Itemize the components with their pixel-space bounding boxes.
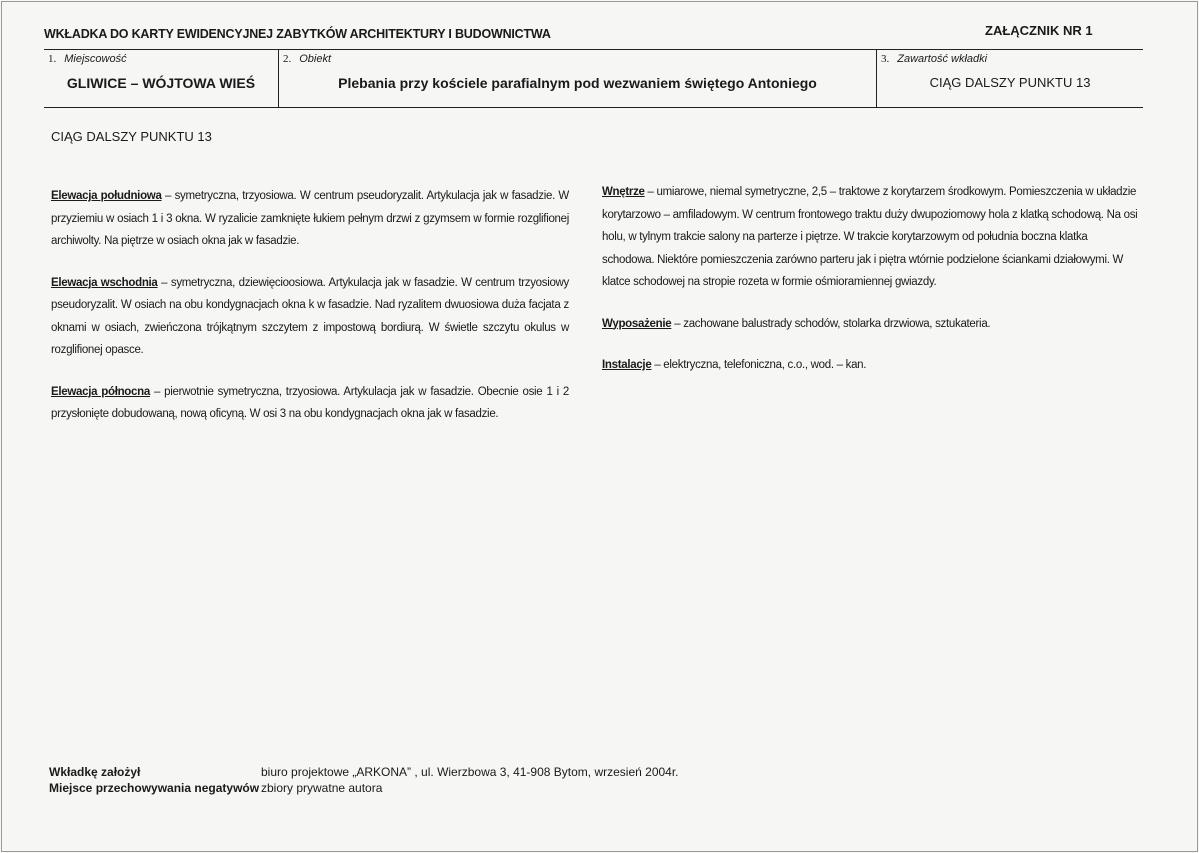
east-elevation-paragraph	[51, 272, 569, 362]
section-term: Elewacja wschodnia	[51, 276, 158, 289]
section-text: – umiarowe, niemal symetryczne, 2,5 – traktowe z korytarzem środkowym. Pomieszczenia w układzie korytarzowo – amfiladowym. W centrum frontowego traktu duży dwupoziomowy hola z klatką schodową. Na osi holu, w tylnym trakcie salony na parterze i piętrze. W trakcie korytarzowym od południa boczna klatka schodowa. Niektóre pomieszczenia zarówno parteru jak i piętra wtórnie podzielone ściankami działowymi. W klatce schodowej na stropie rozeta w formie ośmioramiennej gwiazdy.	[602, 186, 1138, 288]
south-elevation-paragraph	[51, 185, 569, 253]
section-text: – symetryczna, dziewięcioosiowa. Artykulacja jak w fasadzie. W centrum trzyosiowy pseudoryzalit. W osiach na obu kondygnacjach okna k w fasadzie. Nad ryzalitem dwuosiowa duża facjata z oknami w osiach, zwieńczona trójkątnym szczytem z impostową bordiurą. W świetle szczytu okulus w rozglifionej opasce.	[51, 276, 570, 356]
content-label-text: Zawartość wkładki	[897, 53, 988, 65]
content-value: CIĄG DALSZY PUNKTU 13	[929, 75, 1091, 90]
right-column	[602, 181, 1140, 396]
interior-paragraph	[602, 181, 1140, 294]
section-term: Instalacje	[602, 359, 652, 371]
section-term: Elewacja południowa	[51, 190, 162, 202]
section-term: Wnętrze	[602, 186, 645, 198]
content-label	[881, 53, 987, 65]
section-term: Wyposażenie	[602, 317, 672, 330]
installations-paragraph	[602, 354, 1140, 377]
locality-cell	[44, 50, 278, 107]
footer-labels	[49, 765, 259, 796]
annex-number: ZAŁĄCZNIK NR 1	[985, 23, 1093, 38]
equipment-paragraph	[602, 313, 1140, 336]
object-label-text: Obiekt	[299, 53, 332, 65]
negatives-value: zbiory prywatne autora	[261, 780, 383, 795]
section-text: – zachowane balustrady schodów, stolarka drzwiowa, sztukateria.	[671, 317, 991, 330]
document-title: WKŁADKA DO KARTY EWIDENCYJNEJ ZABYTKÓW ARCHITEKTURY I BUDOWNICTWA	[44, 27, 551, 41]
section-text: – pierwotnie symetryczna, trzyosiowa. Artykulacja jak w fasadzie. Obecnie osie 1 i 2 przysłonięte dobudowaną, nową oficyną. W osi 3 na obu kondygnacjach okna jak w fasadzie.	[51, 385, 569, 420]
content-cell	[876, 50, 1143, 107]
founded-label: Wkładkę założył	[49, 765, 141, 779]
section-term: Elewacja północna	[51, 385, 150, 398]
locality-label	[48, 53, 127, 65]
object-label	[283, 53, 331, 65]
locality-value: GLIWICE – WÓJTOWA WIEŚ	[66, 75, 256, 91]
footer-values	[261, 765, 679, 796]
left-column	[51, 185, 569, 445]
locality-label-text: Miejscowość	[64, 53, 127, 65]
founded-value: biuro projektowe „ARKONA” , ul. Wierzbowa 3, 41-908 Bytom, wrzesień 2004r.	[261, 765, 679, 779]
metadata-table	[44, 49, 1143, 108]
north-elevation-paragraph	[51, 381, 569, 426]
negatives-label: Miejsce przechowywania negatywów	[49, 780, 260, 795]
object-value: Plebania przy kościele parafialnym pod wezwaniem świętego Antoniego	[338, 75, 817, 91]
content-number: 3.	[881, 53, 890, 65]
object-cell	[278, 50, 876, 107]
section-text: – symetryczna, trzyosiowa. W centrum pseudoryzalit. Artykulacja jak w fasadzie. W przyziemiu w osiach 1 i 3 okna. W ryzalicie zamknięte łukiem pełnym drzwi z gzymsem w formie rozglifionej archiwolty. Na piętrze w osiach okna jak w fasadzie.	[51, 190, 569, 247]
continuation-heading: CIĄG DALSZY PUNKTU 13	[51, 129, 212, 144]
section-text: – elektryczna, telefoniczna, c.o., wod. – kan.	[651, 359, 867, 371]
locality-number: 1.	[48, 53, 57, 65]
object-number: 2.	[283, 53, 292, 65]
